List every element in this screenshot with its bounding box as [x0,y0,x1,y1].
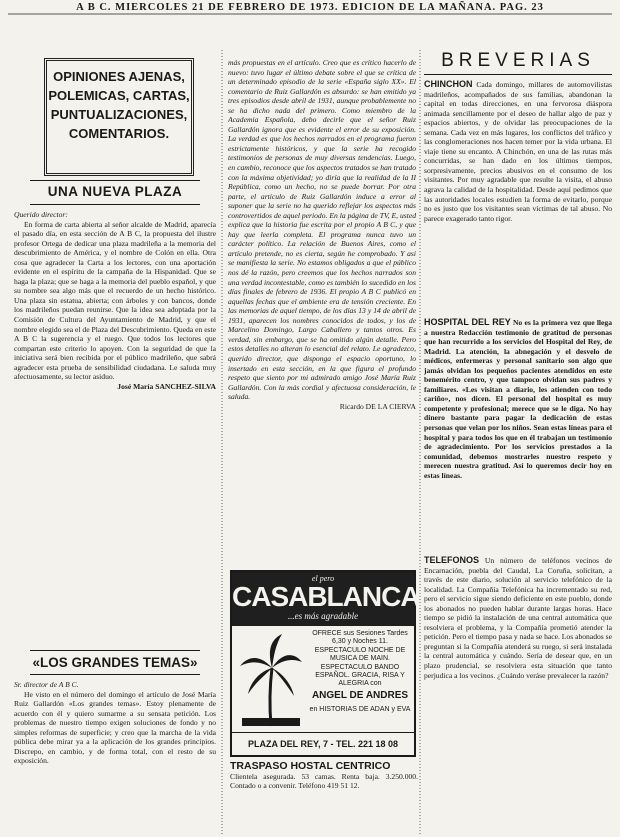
hospital-text: No es la primera vez que llega a nuestra Redacción testimonio de gratitud de personas que han recurrido a los servicios del Hospital del Rey, de Madrid. La atención, la abnegación y el desvelo de médicos, enfermeras y personal sanitario son algo que jamás olvidan los pequeños pacientes atendidos en este benemérito centro, y que tampoco olvidan sus padres y familiares. «Les visitan a diario, les atienden con todo cariño», nos dicen. El personal del hospital es muy competente y profesional; merece que se le diga. No hay dinero bastante para pagar la dedicación de estas personas que velan por los niños. Sean estas líneas para el hospital y para todos los que en él trabajan un testimonio de agradecimiento. Por los servicios prestados a la comunidad, debemos mostrarles nuestro respeto y merecen nuestra gratitud. Así lo queremos decir hoy en estas líneas. [424,318,612,480]
plaza-heading: UNA NUEVA PLAZA [47,184,183,199]
telefonos-label: TELEFONOS [424,556,480,565]
ad-show-title: en HISTORIAS DE ADAN y EVA [309,706,411,713]
plaza-salutation: Querido director: [14,210,68,219]
temas-rule-top [30,650,200,651]
plaza-rule-bottom [30,204,200,205]
plaza-rule-top [30,180,200,181]
chinchon-item [424,80,612,300]
box-line-1: OPINIONES AJENAS, [53,69,185,84]
temas-salutation: Sr. director de A B C. [14,680,79,689]
box-line-3: PUNTUALIZACIONES, [50,107,188,122]
temas-body: He visto en el número del domingo el artículo de José María Ruiz Gallardón «Los grandes temas». Estoy plenamente de acuerdo con él y quiero sumarme a su sensata petición. Los problemas de nuestro tiempo exigen soluciones de fondo y no simples reformas de superficie; y creo que la marcha de la vida pública debe mirar ya a la aplicación de los grandes principios. Discrepo, en cambio, y de forma total, con el resto de su exposición. [14,689,216,766]
traspaso-title: TRASPASO HOSTAL CENTRICO [230,762,391,772]
plaza-body: En forma de carta abierta al señor alcalde de Madrid, aparecía el pasado día, en esta sección de A B C, la propuesta del ilustre profesor Ortega de dedicar una plaza madrileña a la memoria del descubrimiento de América, y el nombre de Colón en ella. Otra cosa que agradecer la Carta a los lectores, con una aportación evidente en el espíritu de la campaña de la Hispanidad. Que se haga la plaza; que se haga a la memoria del pueblo español, y que su nombre sea algo más que el recuerdo de un hecho histórico. Una plaza sin estatua, abierta; con árboles y con bancos, donde los madrileños puedan reunirse. Que la idea sea adoptada por la Comisión de Cultura del Ayuntamiento de Madrid, y que el nombre elegido sea el de Plaza del Descubrimiento. Queda en este A B C la sugerencia y el ruego. Que todos los lectores que compartan este criterio lo apoyen. Con la seguridad de que la iniciativa será bien recibida por el público madrileño, que sabrá agradecer esta prueba de sensibilidad ciudadana. Le saluda muy afectuosamente, su lector asiduo. [14,219,216,382]
cierva-letter [228,58,416,564]
cierva-body: más propuestas en el artículo. Creo que es crítico hacerlo de nuevo: tuvo lugar el último debate sobre el que se crítica de un determinado episodio de la serie «España siglo XX». El comentario de Ruiz Gallardón es absurdo: se han emitido ya tres episodios desde abril de 1931, aunque probablemente no se ha dicho nada del primero. Como miembro de la Academia Española, debo decirle que el señor Ruiz Gallardón ignora que es evidente el error de su exposición. La verdad es que los hechos narrados en el programa fueron estrictamente históricos, y que la serie ha recogido testimonios de personas de muy diversas tendencias. Luego, en cambio, reconoce que los aspectos tratados se han tratado con la máxima objetividad; yo diría que la realidad de la II República, como un hecho, no se puede borrar. Por otra parte, el artículo de Ruiz Gallardón induce a error al suponer que la serie no ha querido reflejar los aspectos más controvertidos de aquel periodo. En la página de TV, E, usted explica que la historia fue escrita por el propio A B C, y que hay que leerla completa. El programa nunca tuvo un carácter político. La relación de Buenos Aires, como el artículo pretende, no es cierta, según he comprobado. Y así se manifiesta la serie. No estamos obligados a que el público nos dé la razón, pero creemos que los hechos narrados son una verdad incontestable, como es también lo sucedido en los días finales de febrero de 1936. El propio A B C publicó en aquellas fechas que el ambiente era de tensión creciente. En las memorias de aquel tiempo, de los días 13 y 14 de abril de 1931, aparecen los nombres conocidos de todos, y los de Marcelino Domingo, Largo Caballero y tantos otros. Es verdad, sin embargo, que se ha omitido algún detalle. Pero estos detalles no alteran lo esencial del relato. Le agradezco, querido director, que disponga el espacio oportuno, lo insertado en esta sección, en la que figura el profundo respeto que siento por mi admirado amigo José María Ruiz Gallardón. Con la más cordial y afectuosa consideración, le saluda. [228,58,416,402]
ad-footer: PLAZA DEL REY, 7 - TEL. 221 18 08 [232,732,414,756]
plaza-article [14,210,216,646]
temas-heading: «LOS GRANDES TEMAS» [32,655,198,670]
ad-performer: ANGEL DE ANDRES [311,690,409,701]
traspaso-classified [230,762,418,791]
hospital-item [424,318,612,550]
palm-tree-icon [238,632,304,728]
hospital-label: HOSPITAL DEL REY [424,318,511,327]
cierva-signature: Ricardo DE LA CIERVA [339,401,416,411]
temas-rule-bottom [30,674,200,675]
box-line-4: COMENTARIOS. [68,126,170,141]
telefonos-item [424,556,612,834]
breverias-rule [424,74,612,75]
box-line-2: POLEMICAS, CARTAS, [48,88,190,103]
opinions-box [44,58,194,176]
ad-name: CASABLANCA [232,581,420,612]
breverias-heading: BREVERIAS [441,50,595,71]
chinchon-text: Cada domingo, millares de automovilistas madrileños, acompañados de sus familias, abandonan la capital en todas direcciones, en una fervorosa diáspora animada sencillamente por el deseo de hallar algo de paz y espacios abiertos, y de olvidar las preocupaciones de la semana. Cada vez en más lugares, los conflictos del tráfico y las conglomeraciones nos hacen temer por la vida urbana. El viaje tiene su encanto. A Chinchón, en una de las rutas más concurridas, se han dado en los últimos tiempos, sorpresivamente, precios abusivos en el consumo de los visitantes. Por muy agradable que resulte la visita, el abuso agrava la calidad de la hospitalidad. Desde aquí pedimos que las autoridades locales estudien la forma de evitarlo, porque no es justo que los visitantes sean víctimas de tal abuso. No parece exagerado tanto rigor. [424,80,612,223]
casablanca-ad [230,570,420,757]
ad-banner [232,572,420,626]
temas-article [14,680,216,832]
ad-tagline: ...es más agradable [287,611,359,621]
telefonos-text: Un número de teléfonos vecinos de Encarnación, puebla del Caudal, La Coruña, solicitan, a través de este diario, solución al servicio telefónico de la localidad. La Compañía Telefónica ha incrementado su red, pero el servicio sigue siendo deficiente en este pueblo, donde los abonados no pueden hablar durante largas horas. Hace tiempo se pidió la instalación de una central automática que resolviera el problema, y la Compañía prometió atender la petición. Pero el tiempo pasa y nada se hace. Los abonados se preguntan si la Compañía atenderá su ruego, si será instalada la central automática y cuándo. Sería de desear que, en un plazo prudencial, se resolviera esta situación que tanto perjudica a los vecinos. ¿Cuándo veráse prevalecer la razón? [424,556,612,680]
plaza-signature: José María SANCHEZ-SILVA [117,381,216,391]
chinchon-label: CHINCHON [424,80,473,89]
ad-pre: el pero [311,574,335,583]
traspaso-text: Clientela asegurada. 53 camas. Renta baja. 3.250.000. Contado o a convenir. Teléfono 419 51 12. [230,771,418,791]
page-header: A B C. MIERCOLES 21 DE FEBRERO DE 1973. EDICION DE LA MAÑANA. PAG. 23 [76,2,544,13]
ad-program: OFRECE sus Sesiones Tardes 6,30 y Noches 11. ESPECTACULO NOCHE DE MUSICA DE MAIN. ESPECTACULO BANDO ESPAÑOL. GRACIA, RISA Y ALEGRIA con [312,630,408,688]
